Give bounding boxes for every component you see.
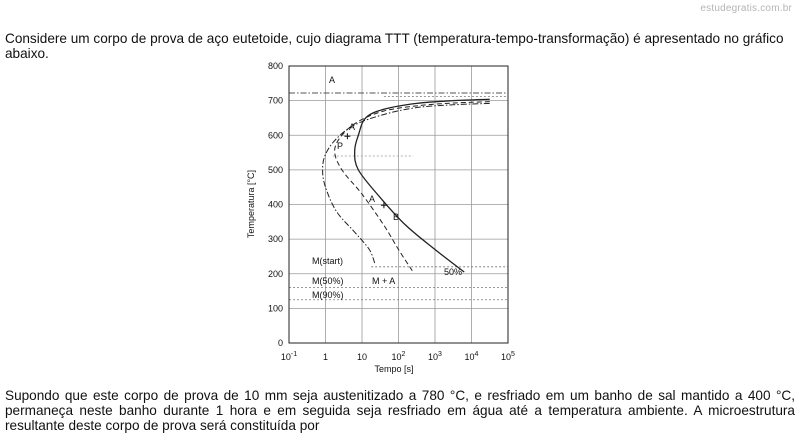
- annotation-m-50: M(50%): [312, 276, 344, 286]
- question-text: Supondo que este corpo de prova de 10 mm seja austenitizado a 780 °C, e resfriado em um banho de sal mantido a 400 °C, permaneça neste banho durante 1 hora e em seguida seja resfriado em água até a temperatura ambiente. A microestrutura resultante deste corpo de prova será constituída por: [5, 388, 795, 433]
- y-tick-label: 400: [267, 199, 283, 210]
- y-tick-label: 600: [267, 130, 283, 141]
- y-axis-title: Temperatura [°C]: [246, 169, 256, 239]
- watermark: estudegratis.com.br: [700, 3, 792, 14]
- intro-text: Considere um corpo de prova de aço eutetoide, cujo diagrama TTT (temperatura-tempo-transformação) é apresentado no gráfico abaixo.: [5, 31, 784, 61]
- x-tick-label: $10^2$: [391, 351, 406, 362]
- annotation-b: B: [393, 212, 400, 222]
- x-tick-labels: [281, 351, 515, 362]
- grid: [289, 66, 508, 343]
- y-tick-label: 100: [267, 303, 283, 314]
- y-tick-label: 700: [267, 95, 283, 106]
- x-axis-title: Tempo [s]: [374, 364, 414, 374]
- y-tick-label: 800: [267, 61, 283, 71]
- y-tick-label: 500: [267, 164, 283, 175]
- y-tick-label: 200: [267, 268, 283, 279]
- y-tick-label: 300: [267, 234, 283, 245]
- y-tick-label: 0: [277, 338, 283, 348]
- curve-finish: [355, 99, 490, 272]
- x-tick-label: 10: [356, 352, 368, 362]
- bainite-marker: [381, 202, 387, 208]
- x-tick-label: $10^{-1}$: [280, 351, 298, 362]
- annotation-a-top: A: [329, 75, 336, 85]
- annotation-m-plus-a: M + A: [372, 276, 396, 286]
- curve-50-percent: [335, 102, 490, 272]
- annotation-a-lower: A: [369, 194, 376, 204]
- x-tick-label: $10^4$: [464, 351, 479, 362]
- x-tick-label: 1: [322, 352, 329, 362]
- annotation-m-90: M(90%): [312, 290, 344, 300]
- x-tick-label: $10^5$: [501, 351, 515, 362]
- annotation-m-start: M(start): [312, 256, 343, 266]
- ttt-diagram: [240, 58, 530, 380]
- annotation-50pct: 50%: [444, 267, 463, 277]
- annotation-p: P: [337, 141, 344, 151]
- x-tick-label: $10^3$: [428, 351, 442, 362]
- curves: [323, 99, 490, 272]
- annotation-a-upper: A: [349, 122, 356, 132]
- pearlite-marker: [344, 133, 350, 139]
- y-tick-labels: [268, 61, 283, 348]
